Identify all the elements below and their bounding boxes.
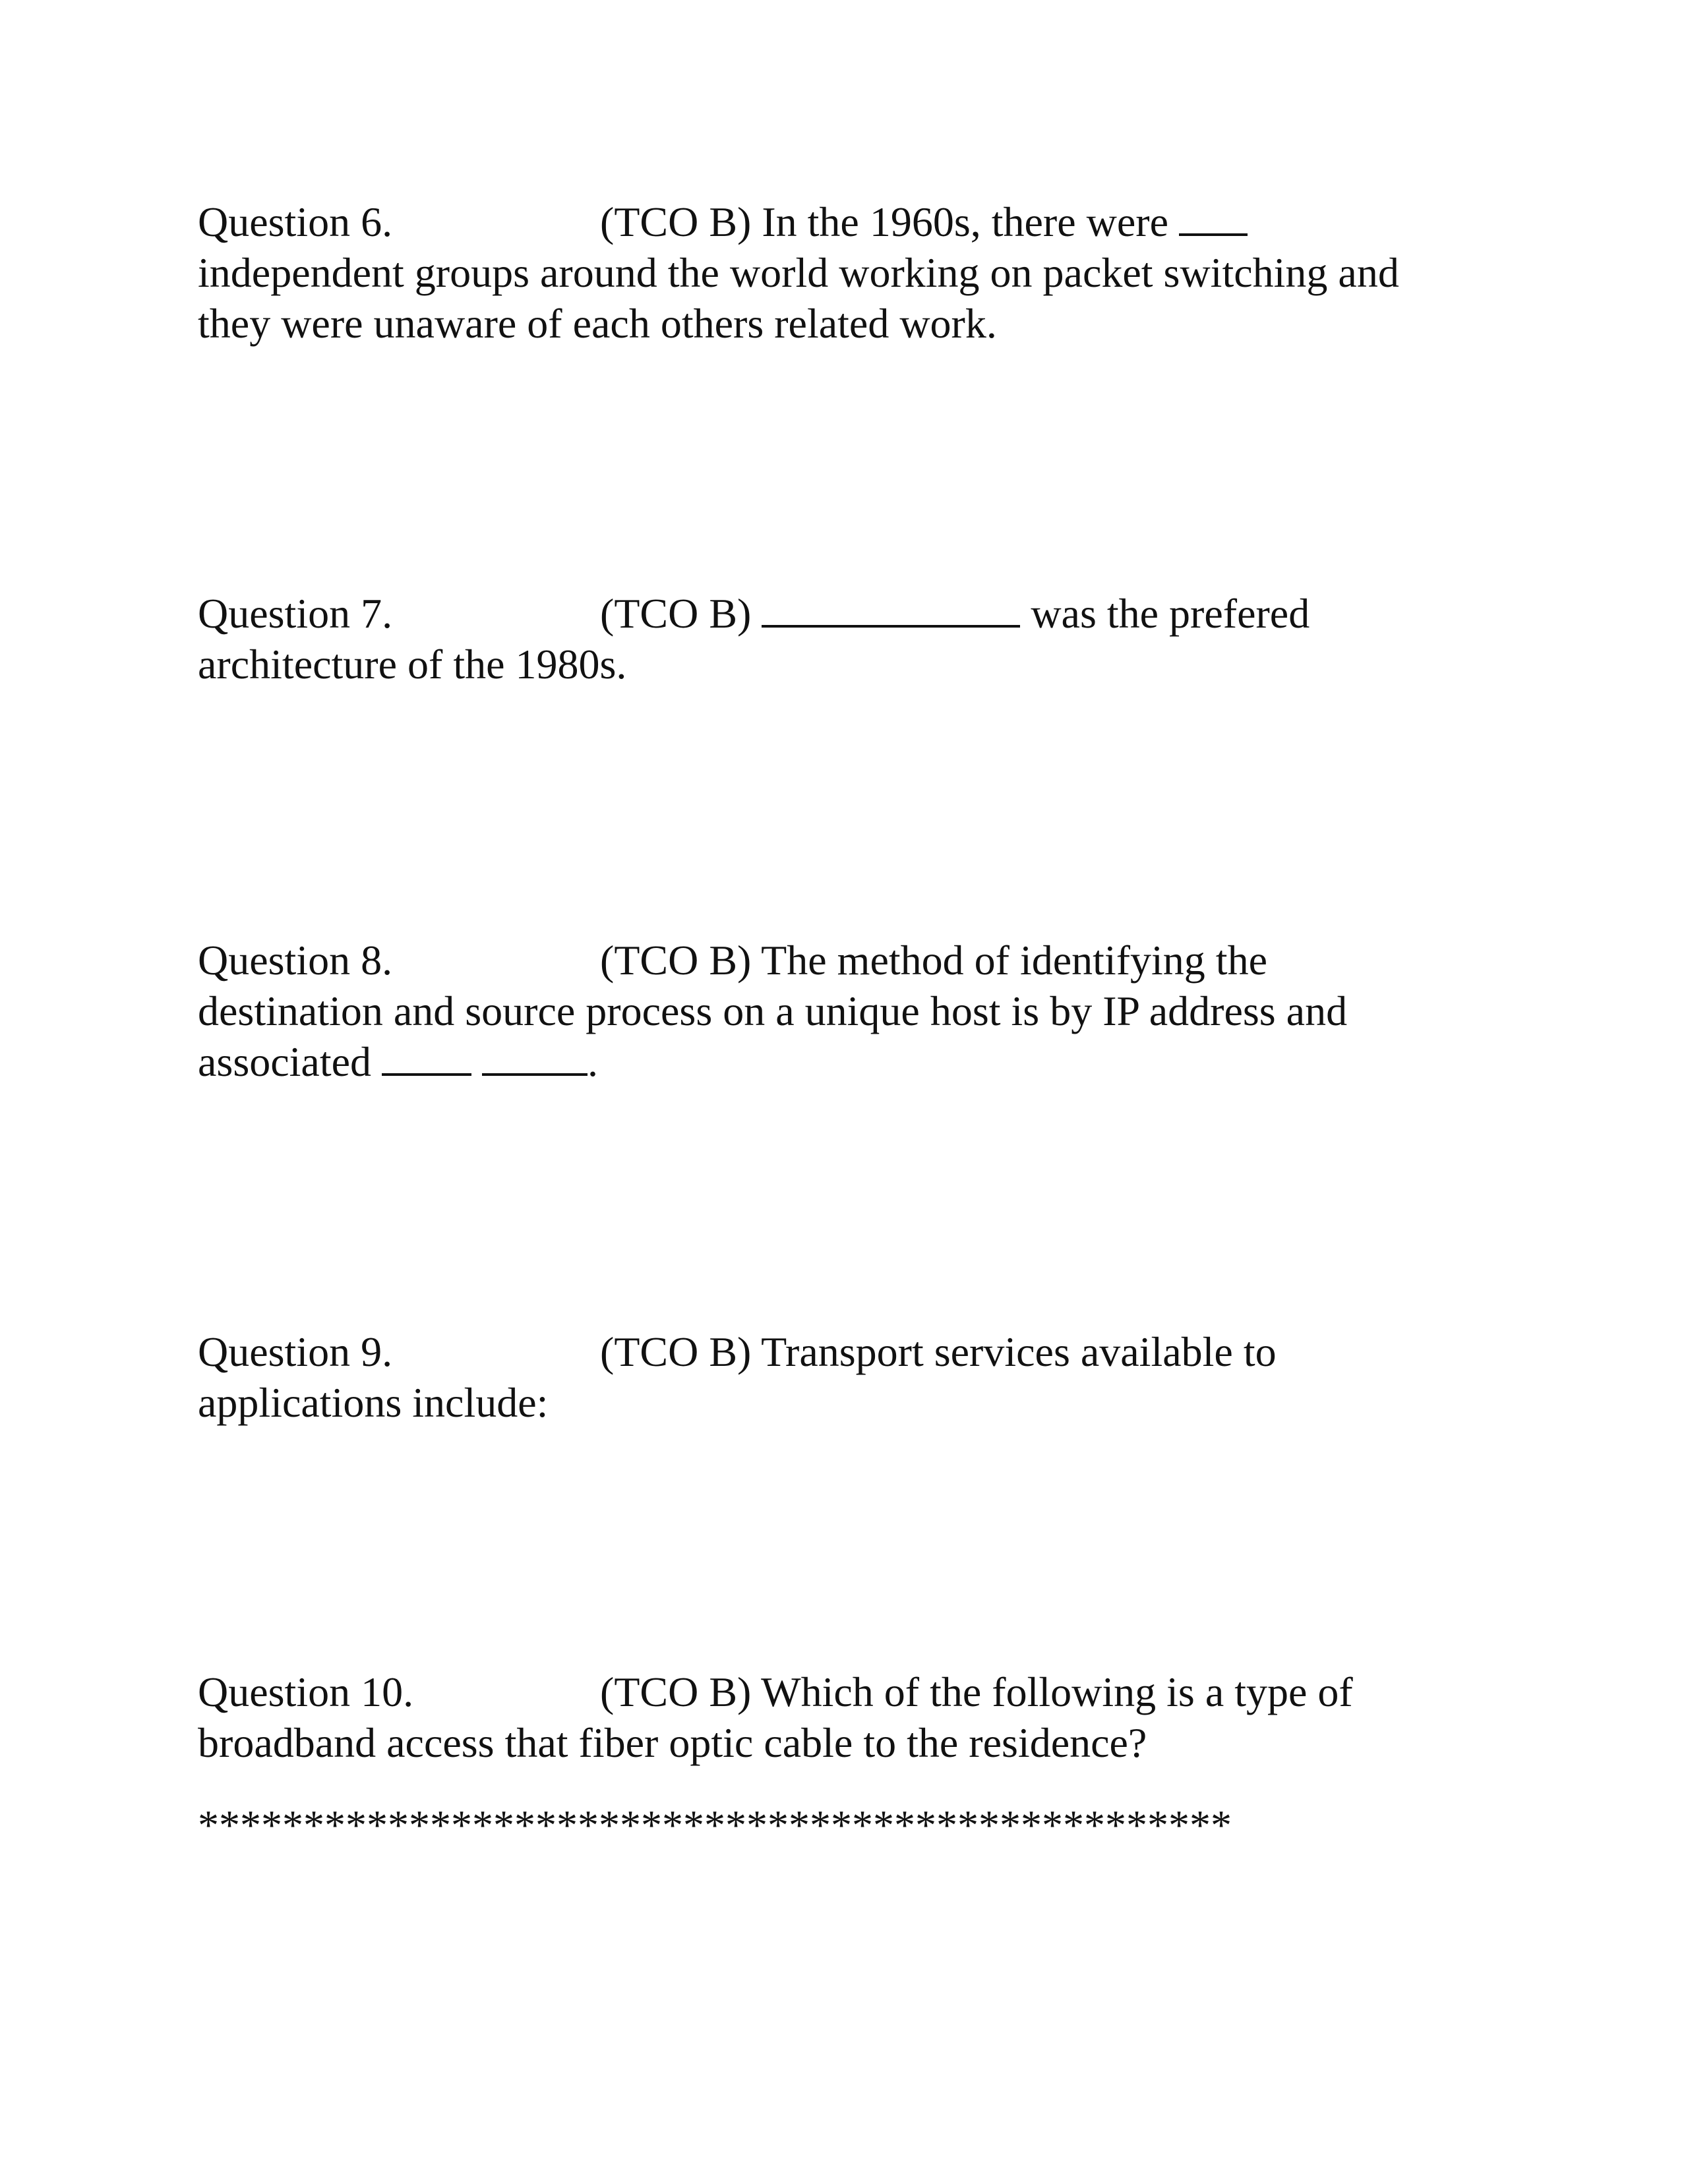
question-10-line-2: broadband access that fiber optic cable to the residence? — [198, 1719, 1147, 1766]
question-9 — [198, 1326, 1484, 1428]
question-6-answer-blank[interactable] — [1179, 198, 1248, 236]
question-9-prompt-start: (TCO B) Transport services available to — [600, 1328, 1277, 1375]
question-10-line-1 — [198, 1667, 1484, 1717]
question-10-prompt-start: (TCO B) Which of the following is a type of — [600, 1668, 1353, 1715]
question-6-prompt-start: (TCO B) In the 1960s, there were — [600, 198, 1168, 245]
question-6-line-3: they were unaware of each others related work. — [198, 300, 997, 347]
question-7-answer-blank[interactable] — [762, 589, 1020, 628]
question-8-period: . — [588, 1038, 598, 1085]
question-7-label: Question 7. — [198, 590, 393, 637]
question-8-line-1 — [198, 935, 1484, 986]
question-6-label: Question 6. — [198, 198, 393, 245]
question-7-prompt-start: (TCO B) — [600, 590, 752, 637]
question-8-answer-blank-2[interactable] — [482, 1038, 588, 1076]
question-7 — [198, 588, 1484, 690]
question-6-line-1 — [198, 196, 1484, 247]
question-8-line-2: destination and source process on a unique host is by IP address and — [198, 988, 1348, 1034]
question-8-label: Question 8. — [198, 937, 393, 984]
question-6 — [198, 196, 1484, 349]
question-9-line-2: applications include: — [198, 1379, 549, 1426]
question-8-prompt-start: (TCO B) The method of identifying the — [600, 937, 1267, 984]
asterisk-separator: ************************************************* — [198, 1802, 1232, 1848]
question-9-label: Question 9. — [198, 1328, 393, 1375]
question-8 — [198, 935, 1484, 1087]
question-7-line-2: architecture of the 1980s. — [198, 641, 627, 688]
question-10-label: Question 10. — [198, 1668, 414, 1715]
question-8-line-3 — [198, 1036, 1484, 1087]
question-8-prompt-tail: associated — [198, 1038, 371, 1085]
question-8-answer-blank-1[interactable] — [382, 1038, 471, 1076]
question-7-prompt-end: was the prefered — [1031, 590, 1310, 637]
question-10 — [198, 1667, 1484, 1768]
question-6-line-2: independent groups around the world working on packet switching and — [198, 249, 1399, 296]
question-9-line-1 — [198, 1326, 1484, 1377]
question-7-line-1 — [198, 588, 1484, 639]
